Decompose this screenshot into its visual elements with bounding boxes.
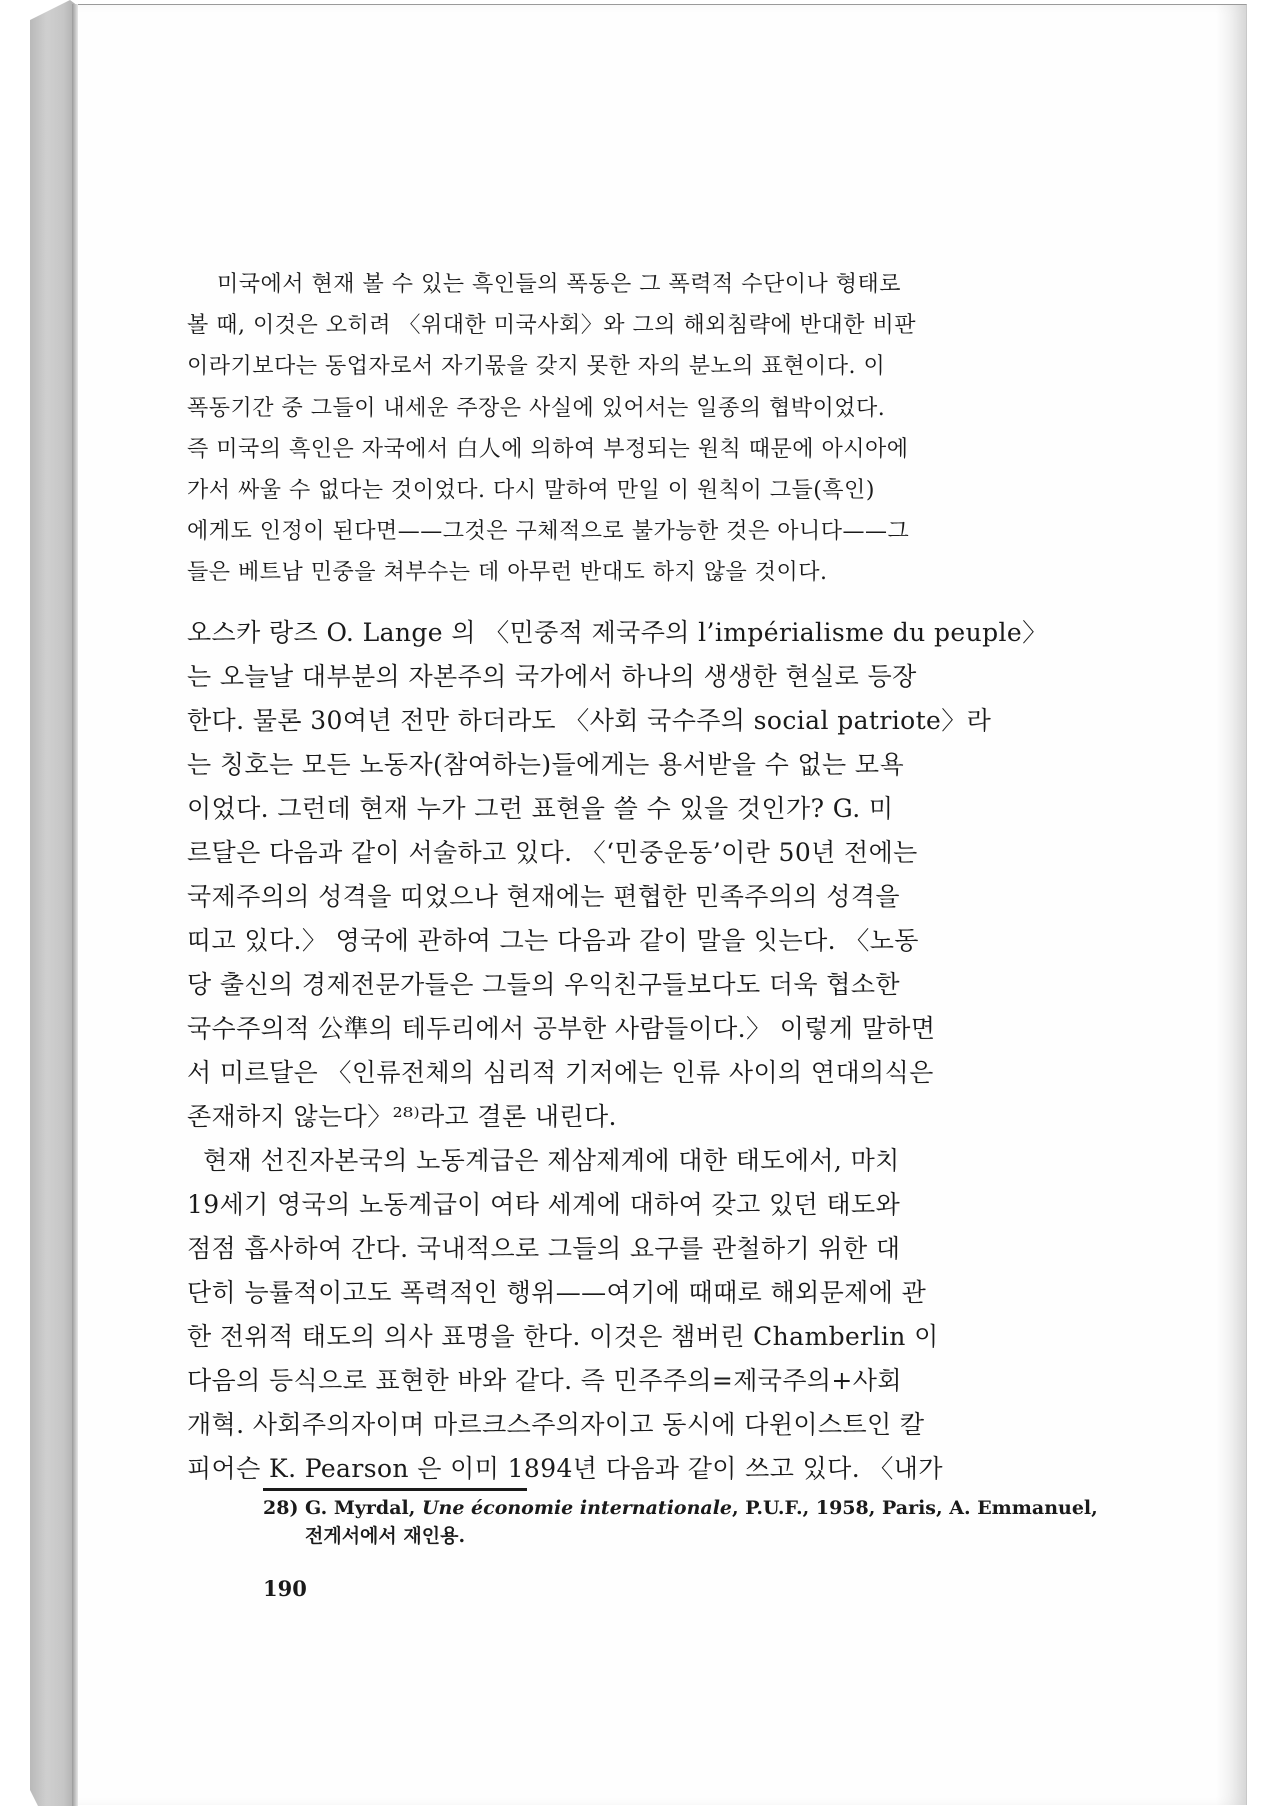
body-line: 한다. 물론 30여년 전만 하더라도 〈사회 국수주의 social patriote〉라 — [187, 706, 992, 735]
quote-line: 이라기보다는 동업자로서 자기몫을 갖지 못한 자의 분노의 표현이다. 이 — [187, 354, 886, 380]
footnote — [263, 1494, 1098, 1550]
quote-line: 들은 베트남 민중을 쳐부수는 데 아무런 반대도 하지 않을 것이다. — [187, 560, 828, 586]
body-line: 현재 선진자본국의 노동계급은 제삼제계에 대한 태도에서, 마치 — [203, 1146, 900, 1175]
quote-line: 즉 미국의 흑인은 자국에서 白人에 의하여 부정되는 원칙 때문에 아시아에 — [187, 436, 909, 462]
page-number: 190 — [263, 1576, 307, 1601]
body-line: 점점 흡사하여 간다. 국내적으로 그들의 요구를 관철하기 위한 대 — [187, 1234, 901, 1263]
body-line: 국제주의의 성격을 띠었으나 현재에는 편협한 민족주의의 성격을 — [187, 882, 900, 911]
footnote-suffix: , P.U.F., 1958, Paris, A. Emmanuel, — [732, 1497, 1098, 1519]
body-line: 는 오늘날 대부분의 자본주의 국가에서 하나의 생생한 현실로 등장 — [187, 662, 917, 691]
body-line: 띠고 있다.〉 영국에 관하여 그는 다음과 같이 말을 잇는다. 〈노동 — [187, 926, 919, 955]
quote-block — [187, 264, 1087, 594]
body-line: 이었다. 그런데 현재 누가 그런 표현을 쓸 수 있을 것인가? G. 미 — [187, 794, 894, 823]
body-line: 피어슨 K. Pearson 은 이미 1894년 다음과 같이 쓰고 있다. 〈내가 — [187, 1454, 943, 1483]
body-line: 단히 능률적이고도 폭력적인 행위——여기에 때때로 해외문제에 관 — [187, 1278, 927, 1307]
quote-line: 에게도 인정이 된다면——그것은 구체적으로 불가능한 것은 아니다——그 — [187, 519, 910, 545]
body-line: 당 출신의 경제전문가들은 그들의 우익친구들보다도 더욱 협소한 — [187, 970, 900, 999]
body-line: 19세기 영국의 노동계급이 여타 세계에 대하여 갖고 있던 태도와 — [187, 1190, 901, 1219]
footnote-title: Une économie internationale — [421, 1497, 733, 1519]
body-text — [187, 611, 1087, 1491]
quote-line: 미국에서 현재 볼 수 있는 흑인들의 폭동은 그 폭력적 수단이나 형태로 — [217, 272, 901, 297]
quote-line: 볼 때, 이것은 오히려 〈위대한 미국사회〉와 그의 해외침략에 반대한 비판 — [187, 313, 916, 339]
footnote-line-1 — [263, 1494, 1098, 1522]
body-line: 국수주의적 公準의 테두리에서 공부한 사람들이다.〉 이렇게 말하면 — [187, 1014, 936, 1043]
footnote-line-2: 전게서에서 재인용. — [305, 1525, 466, 1547]
body-line: 서 미르달은 〈인류전체의 심리적 기저에는 인류 사이의 연대의식은 — [187, 1058, 934, 1087]
footnote-prefix: 28) G. Myrdal, — [263, 1497, 422, 1519]
body-line: 한 전위적 태도의 의사 표명을 한다. 이것은 챔버린 Chamberlin 이 — [187, 1322, 939, 1351]
body-line: 르달은 다음과 같이 서술하고 있다. 〈‘민중운동’이란 50년 전에는 — [187, 838, 918, 867]
footnote-divider — [263, 1488, 527, 1491]
body-line: 는 칭호는 모든 노동자(참여하는)들에게는 용서받을 수 없는 모욕 — [187, 750, 905, 779]
body-line: 오스카 랑즈 O. Lange 의 〈민중적 제국주의 l’impérialisme du peuple〉 — [187, 618, 1048, 647]
body-line: 다음의 등식으로 표현한 바와 같다. 즉 민주주의=제국주의+사회 — [187, 1366, 902, 1395]
body-line: 개혁. 사회주의자이며 마르크스주의자이고 동시에 다윈이스트인 칼 — [187, 1410, 925, 1439]
page-shadow — [1216, 5, 1246, 1805]
quote-line: 폭동기간 중 그들이 내세운 주장은 사실에 있어서는 일종의 협박이었다. — [187, 395, 886, 421]
quote-line: 가서 싸울 수 없다는 것이었다. 다시 말하여 만일 이 원칙이 그들(흑인) — [187, 477, 875, 503]
body-line: 존재하지 않는다〉²⁸⁾라고 결론 내린다. — [187, 1102, 617, 1131]
